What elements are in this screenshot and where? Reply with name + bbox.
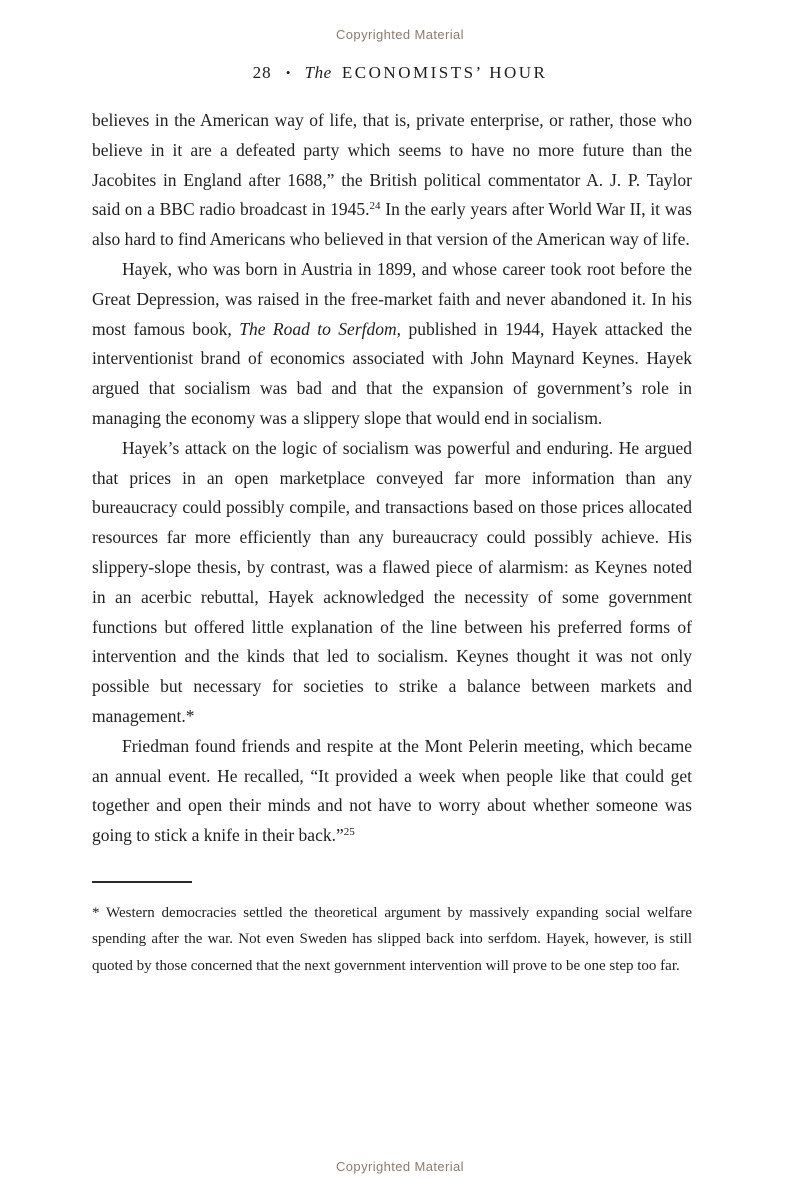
paragraph-2-text: Hayek, who was born in Austria in 1899, and whose career took root before the Great Depression, was raised in the free-market faith and never abandoned it. In his most famous book, — [92, 258, 692, 339]
page-number: 28 — [252, 63, 272, 82]
book-title-the: The — [304, 63, 332, 82]
book-title-road-to-serfdom: The Road to Serfdom — [239, 318, 397, 339]
paragraph-2 — [92, 255, 692, 434]
running-header — [0, 63, 800, 83]
paragraph-4-text: Friedman found friends and respite at the Mont Pelerin meeting, which became an annual event. He recalled, “It provided a week when people like that could get together and open their minds and not have to worry about whether someone was going to stick a knife in their back.” — [92, 735, 692, 846]
paragraph-1-text: believes in the American way of life, that is, private enterprise, or rather, those who believe in it are a defeated party which seems to have no more future than the Jacobites in England after 1688,” the British political commentator A. J. P. Taylor said on a BBC radio broadcast in 1945. — [92, 110, 692, 220]
paragraph-2-text-cont: , published in 1944, Hayek attacked the interventionist brand of economics associated with John Maynard Keynes. Hayek argued that socialism was bad and that the expansion of government’s role in managing the economy was a slippery slope that would end in socialism. — [92, 318, 692, 428]
book-title-caps: ECONOMISTS’ HOUR — [341, 63, 548, 82]
copyright-watermark-bottom: Copyrighted Material — [336, 1159, 464, 1174]
endnote-ref-25: 25 — [343, 826, 355, 839]
endnote-ref-24: 24 — [369, 200, 381, 213]
page-body — [92, 106, 692, 851]
paragraph-1 — [92, 106, 692, 255]
copyright-watermark-top: Copyrighted Material — [336, 27, 464, 42]
paragraph-3 — [92, 434, 692, 732]
paragraph-3-text: Hayek’s attack on the logic of socialism was powerful and enduring. He argued that prices in an open marketplace conveyed far more information than any bureaucracy could possibly compile, and transactions based on those prices allocated resources far more efficiently than any bureaucracy could possibly achieve. His slippery-slope thesis, by contrast, was a flawed piece of alarmism: as Keynes noted in an acerbic rebuttal, Hayek acknowledged the necessity of some government functions but offered little explanation of the line between his preferred forms of intervention and the kinds that led to socialism. Keynes thought it was not only possible but necessary for societies to strike a balance between markets and management.* — [92, 437, 692, 726]
footnote-rule — [92, 881, 192, 883]
header-separator-bullet: • — [285, 65, 291, 80]
paragraph-1-text-cont: In the early years after World War II, it was also hard to find Americans who believed in that version of the American way of life. — [92, 199, 692, 250]
footnote-text: * Western democracies settled the theoretical argument by massively expanding social welfare spending after the war. Not even Sweden has slipped back into serfdom. Hayek, however, is still quoted by those concerned that the next government intervention will prove to be one step too far. — [92, 904, 692, 974]
paragraph-4 — [92, 732, 692, 851]
